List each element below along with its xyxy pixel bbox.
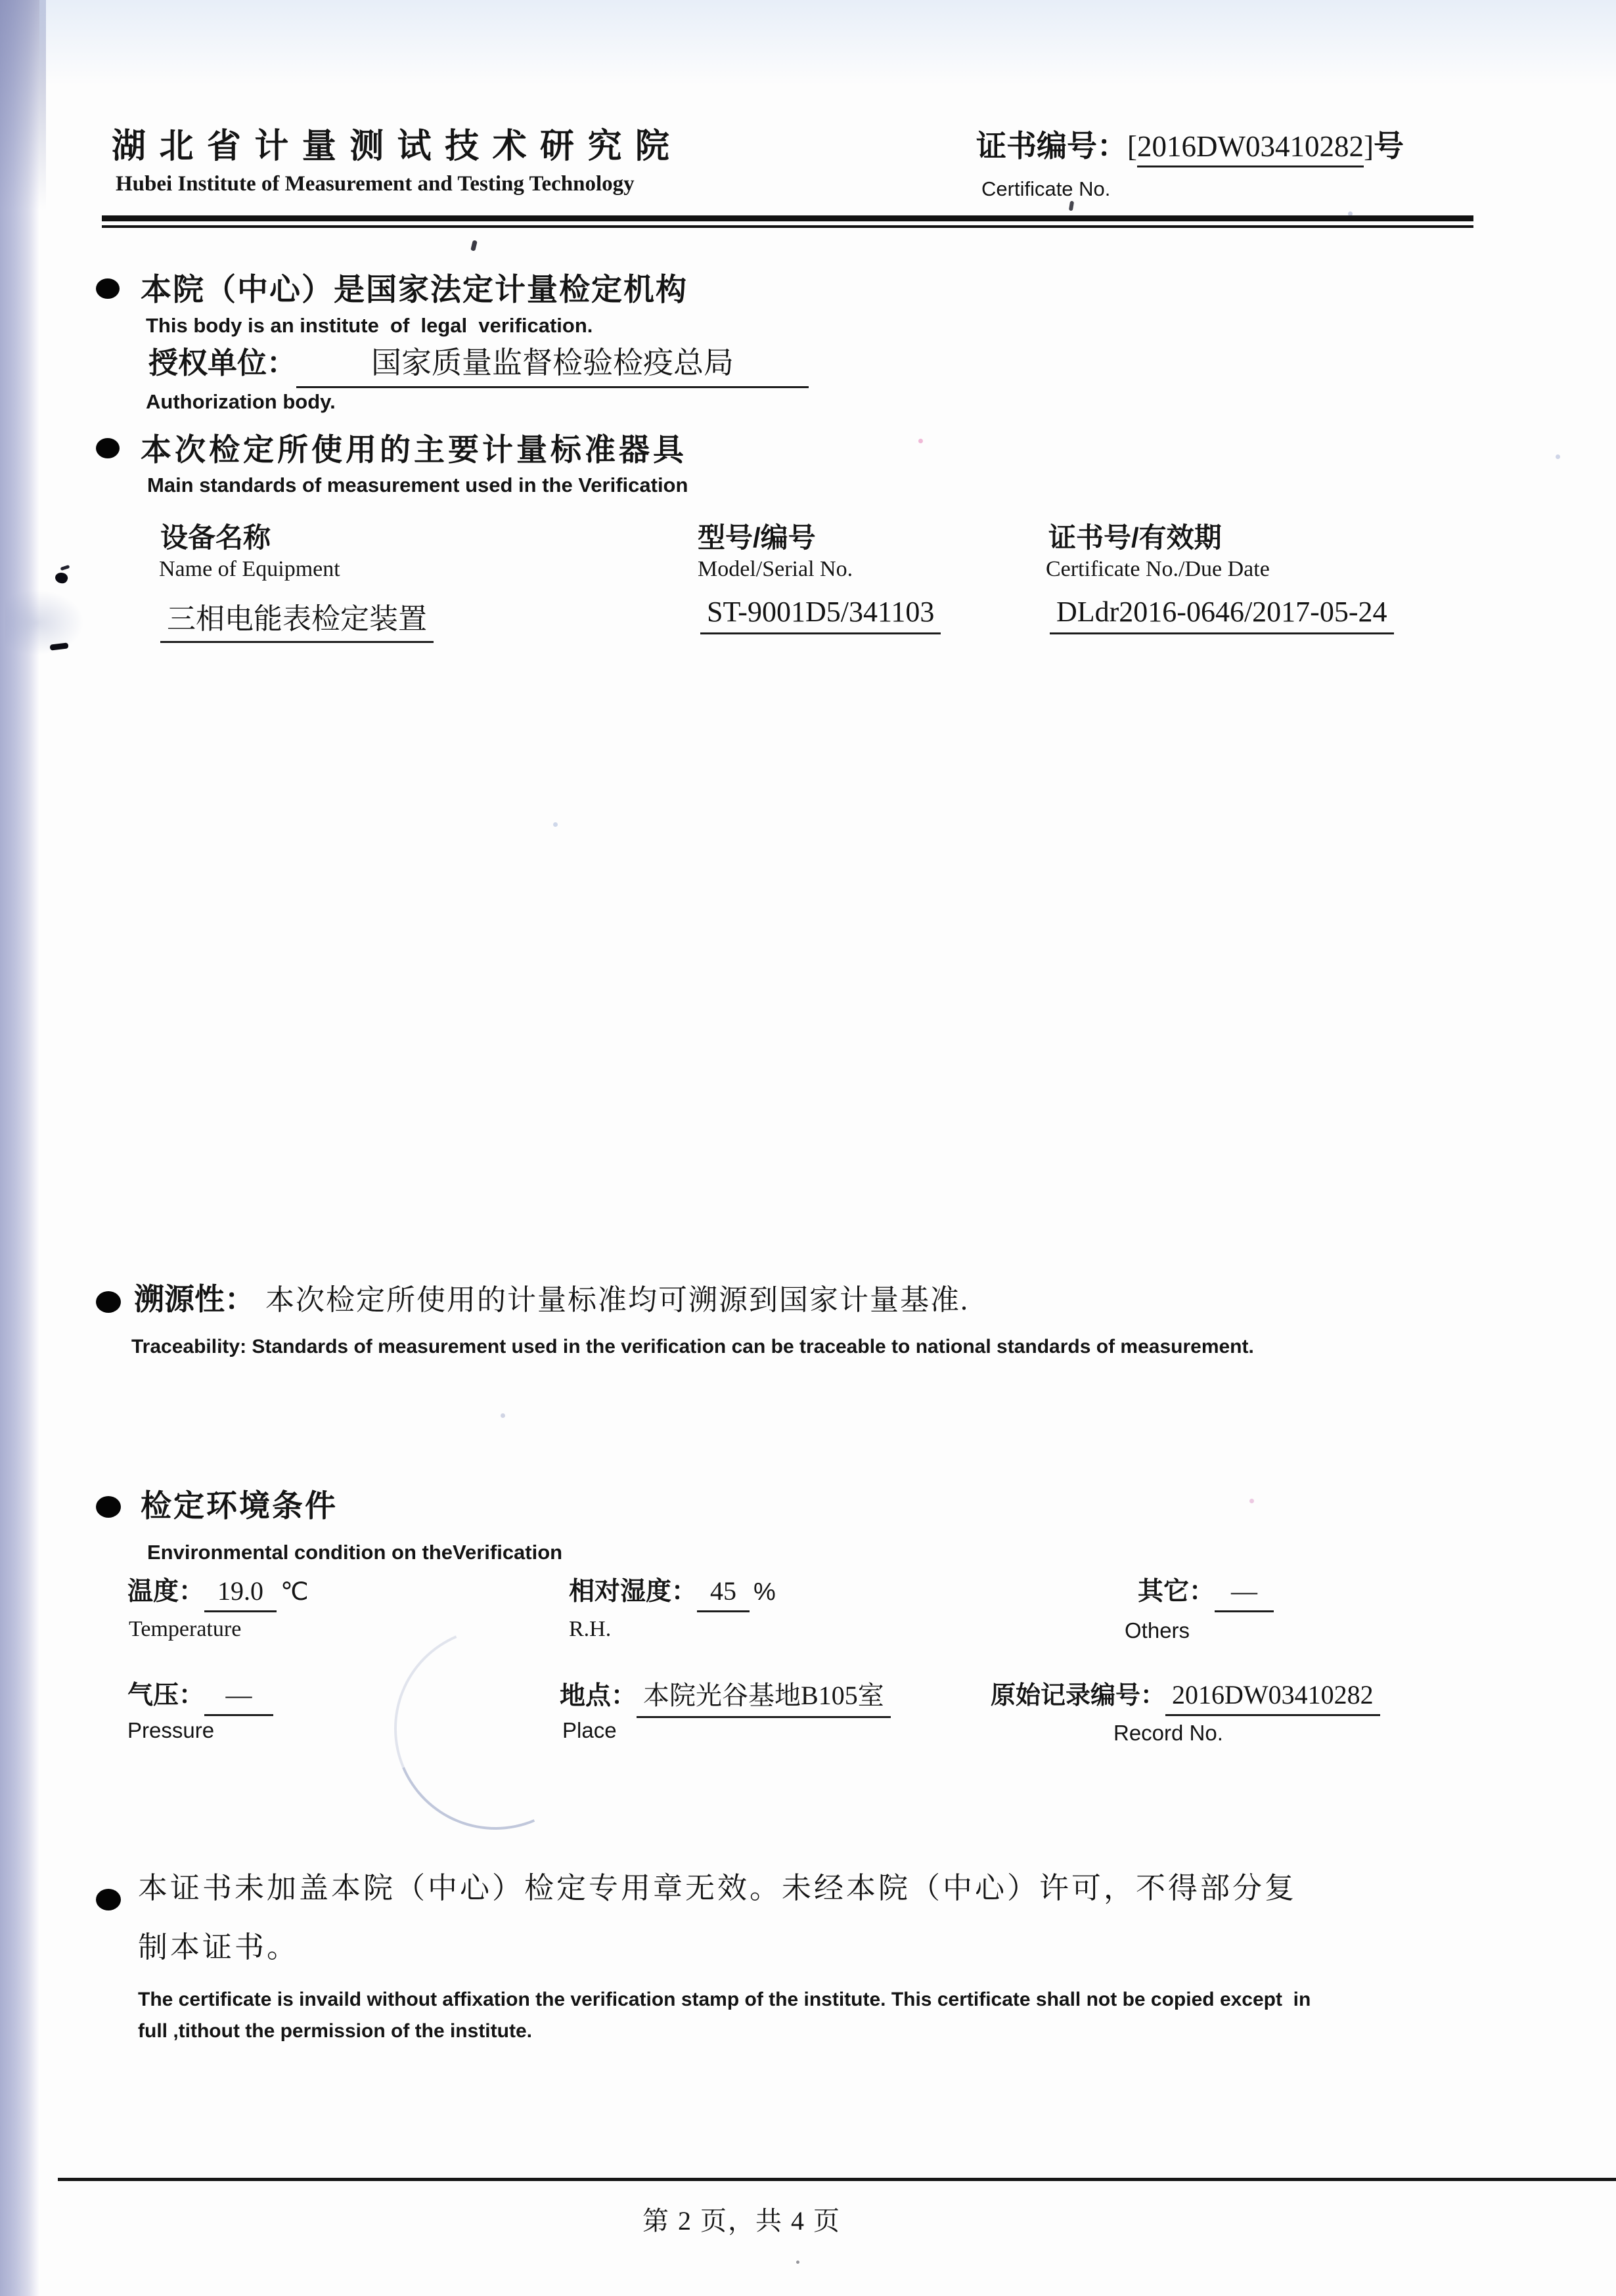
notice-text-en-line1: The certificate is invaild without affixation the verification stamp of the institute. This certificate shall not be copied except in [138,1989,1311,2010]
certificate-number-label-en: Certificate No. [981,177,1111,200]
authorization-value: 国家质量监督检验检疫总局 [296,339,809,388]
pressure-label-cn: 气压： [127,1681,205,1710]
others-field [1138,1571,1274,1612]
place-label-cn: 地点： [560,1682,637,1710]
model-serial-text: ST-9001D5/341103 [700,595,941,634]
bracket-open: [ [1127,130,1137,163]
bullet-icon [96,1889,121,1910]
certificate-number-value [1127,129,1374,167]
humidity-field [569,1571,776,1612]
table-header-model-en: Model/Serial No. [698,557,853,581]
environment-title-en: Environmental condition on theVerification [147,1541,563,1564]
ink-blot [54,571,69,585]
others-value: — [1215,1576,1274,1612]
authorization-label-cn: 授权单位： [148,346,297,380]
standards-title-en: Main standards of measurement used in the Verification [147,474,688,497]
humidity-unit: % [753,1578,776,1606]
institute-title-cn: 湖 北 省 计 量 测 试 技 术 研 究 院 [112,127,671,166]
equipment-name-value [160,595,434,643]
record-number-field [991,1675,1380,1716]
stray-pen-mark [470,240,478,251]
scan-speck [796,2261,799,2264]
authorization-label-en: Authorization body. [146,390,336,413]
table-header-equipment-cn: 设备名称 [160,522,271,553]
pressure-field [127,1675,273,1716]
bullet-icon [96,1496,121,1518]
traceability-row [134,1275,969,1319]
model-serial-value [700,595,941,634]
standards-title-cn: 本次检定所使用的主要计量标准器具 [141,432,687,467]
bracket-close: ] [1363,130,1374,163]
environment-title-cn: 检定环境条件 [141,1488,338,1523]
bullet-icon [96,1291,121,1313]
others-label-cn: 其它： [1138,1578,1215,1606]
temperature-value: 19.0 [204,1576,277,1612]
record-number-label-en: Record No. [1113,1721,1223,1745]
certificate-number-digits: 2016DW03410282 [1137,129,1364,167]
traceability-label-cn: 溯源性： [134,1282,255,1316]
header-divider [102,215,1473,228]
temperature-label-en: Temperature [129,1617,242,1641]
table-header-equipment-en: Name of Equipment [159,557,340,581]
pressure-value: — [204,1679,273,1716]
authorization-row [148,339,809,388]
footer-divider [58,2178,1616,2181]
bullet-icon [96,278,120,299]
notice-text-cn-line1: 本证书未加盖本院（中心）检定专用章无效。未经本院（中心）许可，不得部分复 [138,1872,1297,1905]
others-label-en: Others [1125,1618,1190,1643]
scan-speck [1556,454,1560,459]
pressure-label-en: Pressure [127,1718,215,1742]
temperature-field [127,1571,309,1612]
record-number-label-cn: 原始记录编号： [991,1682,1166,1710]
certificate-number-label-cn: 证书编号： [976,129,1127,163]
certificate-number [976,122,1404,167]
certificate-number-suffix: 号 [1373,129,1404,163]
place-field [560,1675,891,1718]
humidity-value: 45 [697,1576,750,1612]
institute-title-en: Hubei Institute of Measurement and Testing Technology [116,172,635,196]
table-header-certno-cn: 证书号/有效期 [1048,522,1222,553]
place-value: 本院光谷基地B105室 [637,1675,891,1718]
stray-pen-mark [1069,201,1074,211]
humidity-label-en: R.H. [569,1617,612,1641]
scan-speck [918,439,923,443]
page-number: 第 2 页，共 4 页 [642,2206,841,2236]
ink-blot-tail [60,565,70,571]
scan-speck [1249,1499,1254,1503]
humidity-label-cn: 相对湿度： [569,1578,698,1606]
notice-text-cn-line2: 制本证书。 [138,1931,300,1964]
temperature-unit: ℃ [281,1578,309,1606]
traceability-text-en: Traceability: Standards of measurement used in the verification can be traceable to national standards of measurement. [131,1336,1254,1358]
table-header-certno-en: Certificate No./Due Date [1046,557,1270,581]
place-label-en: Place [562,1718,617,1742]
legal-title-en: This body is an institute of legal verification. [146,314,593,337]
certno-duedate-value [1050,595,1394,634]
table-header-model-cn: 型号/编号 [698,522,816,553]
scan-speck [501,1413,505,1418]
temperature-label-cn: 温度： [127,1578,205,1606]
record-number-value: 2016DW03410282 [1165,1679,1380,1716]
equipment-name-text: 三相电能表检定装置 [160,595,434,643]
legal-title-cn: 本院（中心）是国家法定计量检定机构 [141,272,688,307]
notice-text-en-line2: full ,tithout the permission of the institute. [138,2020,532,2042]
bullet-icon [96,438,120,458]
traceability-text-cn: 本次检定所使用的计量标准均可溯源到国家计量基准. [265,1284,969,1316]
scan-edge-band [0,0,39,2296]
scan-smudge [5,590,84,655]
certno-duedate-text: DLdr2016-0646/2017-05-24 [1050,595,1394,634]
scan-top-tint [39,0,1616,85]
scan-speck [553,822,558,827]
